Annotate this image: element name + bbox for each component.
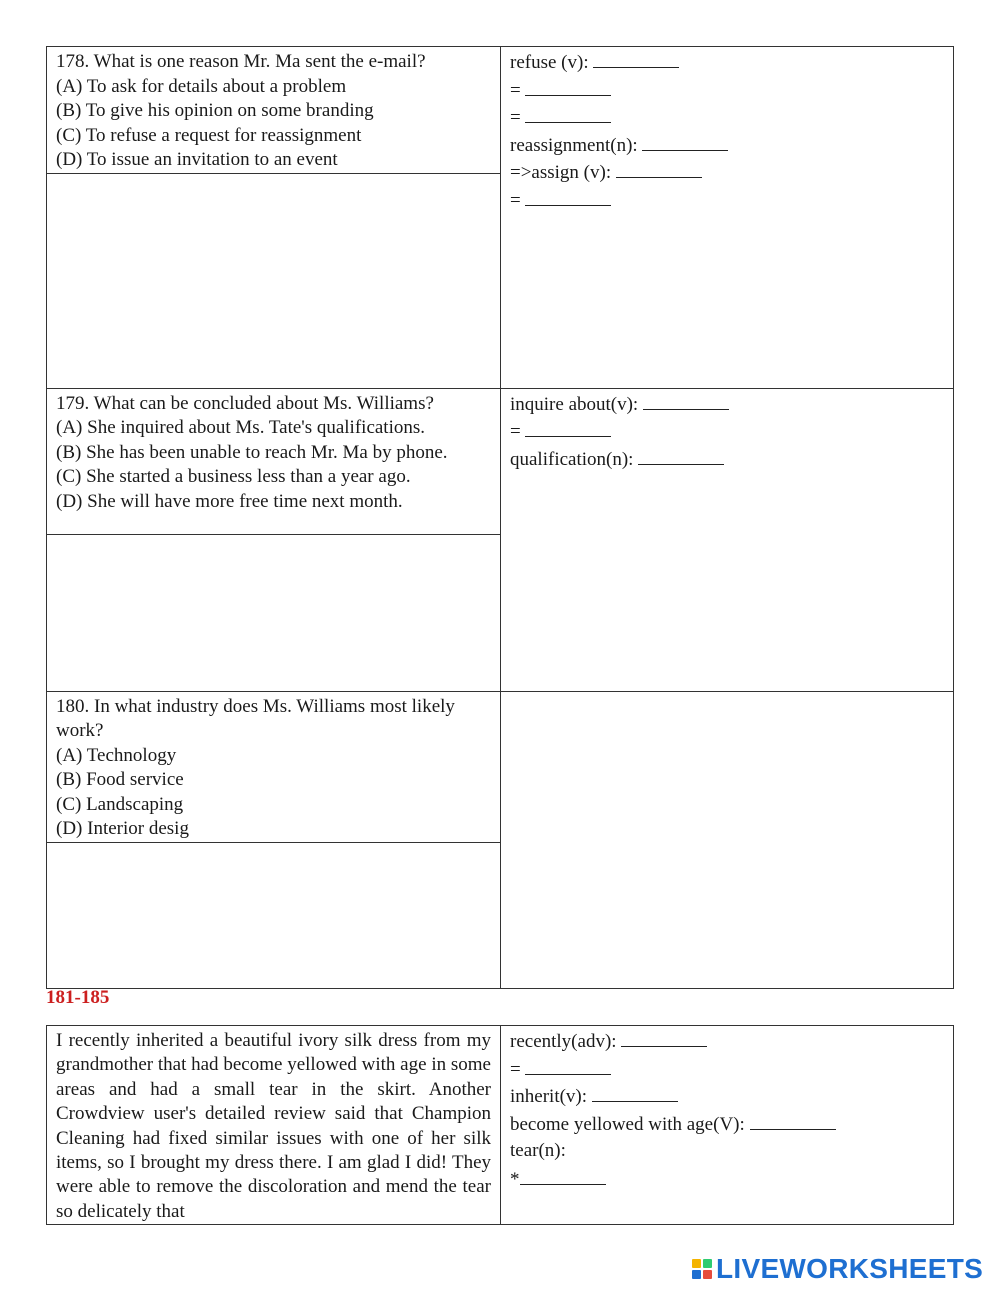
vocab-line: qualification(n): [510,447,944,475]
question-179-cell [47,388,501,534]
answer-blank[interactable] [638,447,724,465]
vocab-line: inherit(v): [510,1084,944,1112]
liveworksheets-logo-icon [692,1259,712,1279]
question-180-option-c: (C) Landscaping [56,793,184,815]
answer-blank[interactable] [621,1029,707,1047]
vocab-line: tear(n): [510,1140,566,1161]
question-178-option-d: (D) To issue an invitation to an event [56,149,338,170]
answer-blank[interactable] [525,419,611,437]
answer-area-179[interactable] [47,534,501,691]
question-178-option-a: (A) To ask for details about a problem [56,75,347,97]
vocab-line: = [510,419,944,447]
vocab-line: = [510,105,944,133]
question-178-option-b: (B) To give his opinion on some branding [56,100,374,121]
question-180-option-d: (D) Interior desig [56,818,189,839]
question-179-option-b: (B) She has been unable to reach Mr. Ma by phone. [56,441,448,463]
passage-vocab-cell [501,1026,954,1225]
vocab-line: = [510,1057,944,1085]
question-180-row [47,691,954,842]
vocab-178-cell [501,47,954,389]
answer-blank[interactable] [525,105,611,123]
answer-blank[interactable] [642,133,728,151]
answer-blank[interactable] [616,160,702,178]
question-180-text: 180. In what industry does Ms. Williams most likely work? [56,695,455,741]
question-178-option-c: (C) To refuse a request for reassignment [56,124,362,146]
passage-table [46,1025,954,1225]
vocab-line: = [510,188,944,216]
answer-blank[interactable] [643,392,729,410]
answer-blank[interactable] [525,188,611,206]
answer-blank[interactable] [520,1167,606,1185]
question-180-option-b: (B) Food service [56,769,184,790]
vocab-line: reassignment(n): [510,133,944,161]
vocab-line: * [510,1167,944,1195]
liveworksheets-logo [692,1252,983,1286]
vocab-180-cell [501,691,954,988]
question-179-row [47,388,954,534]
question-180-option-a: (A) Technology [56,744,177,766]
vocab-line: =>assign (v): [510,160,944,188]
answer-blank[interactable] [750,1112,836,1130]
questions-table [46,46,954,989]
section-label-181-185: 181-185 [46,987,110,1008]
question-179-option-d: (D) She will have more free time next month. [56,490,403,512]
answer-blank[interactable] [525,78,611,96]
vocab-179-cell [501,388,954,691]
brand-name: LIVEWORKSHEETS [716,1252,984,1284]
question-180-cell [47,691,501,842]
question-178-text: 178. What is one reason Mr. Ma sent the e-mail? [56,51,426,72]
question-179-text: 179. What can be concluded about Ms. Williams? [56,392,434,414]
answer-blank[interactable] [592,1084,678,1102]
passage-text: I recently inherited a beautiful ivory silk dress from my grandmother that had become yellowed with age in some areas and had a small tear in the skirt. Another Crowdview user's detailed review said that Champion Cleaning had fixed similar issues with one of her silk items, so I brought my dress there. I am glad I did! They were able to remove the discoloration and mend the tear so delicately that [56,1030,491,1222]
vocab-line: recently(adv): [510,1029,944,1057]
passage-cell [47,1026,501,1225]
answer-area-180[interactable] [47,842,501,988]
vocab-line: become yellowed with age(V): [510,1112,944,1140]
question-179-option-c: (C) She started a business less than a year ago. [56,466,411,487]
question-179-option-a: (A) She inquired about Ms. Tate's qualifications. [56,417,426,438]
vocab-line: inquire about(v): [510,392,944,420]
question-178-row [47,47,954,174]
answer-blank[interactable] [593,50,679,68]
answer-area-178[interactable] [47,173,501,388]
answer-blank[interactable] [525,1057,611,1075]
question-178-cell [47,47,501,174]
vocab-line: = [510,78,944,106]
vocab-line: refuse (v): [510,50,944,78]
